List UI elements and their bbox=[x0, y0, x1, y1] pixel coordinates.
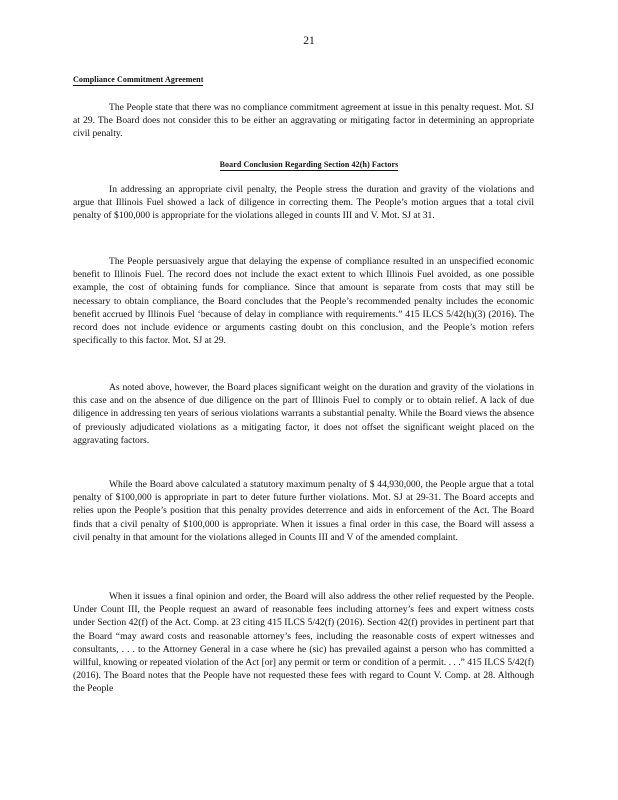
paragraph-compliance-agreement: The People state that there was no compliance commitment agreement at issue in this penalty request. Mot. SJ at 29. The Board does not consider this to be either an aggravating or mitigating factor in determining an appropriate civil penalty. bbox=[73, 102, 534, 140]
section-heading-compliance-commitment-agreement: Compliance Commitment Agreement bbox=[73, 75, 204, 84]
section-heading-board-conclusion-text: Board Conclusion Regarding Section 42(h) Factors bbox=[219, 160, 399, 169]
paragraph-penalty-conclusion: While the Board above calculated a statutory maximum penalty of $ 44,930,000, the People argue that a total penalty of $100,000 is appropriate in part to deter future further violations. Mot. SJ at 29-31. The Board accepts and relies upon the People’s position that this penalty provides deterrence and aids in enforcement of the Act. The Board finds that a civil penalty of $100,000 is appropriate. When it issues a final order in this case, the Board will assess a civil penalty in that amount for the violations alleged in Counts III and V of the amended complaint. bbox=[73, 479, 534, 543]
paragraph-appropriate-penalty: In addressing an appropriate civil penalty, the People stress the duration and gravity of the violations and argue that Illinois Fuel showed a lack of diligence in correcting them. The People’s motion argues that a total civil penalty of $100,000 is appropriate for the violations alleged in counts III and V. Mot. SJ at 31. bbox=[73, 184, 534, 222]
section-heading-board-conclusion bbox=[0, 160, 618, 169]
paragraph-other-relief: When it issues a final opinion and order, the Board will also address the other relief requested by the People. Under Count III, the People request an award of reasonable fees including attorney’s fees and expert witness costs under Section 42(f) of the Act. Comp. at 23 citing 415 ILCS 5/42(f) (2016). Section 42(f) provides in pertinent part that the Board “may award costs and reasonable attorney’s fees, including the reasonable costs of expert witnesses and consultants, . . . to the Attorney General in a case where he (sic) has prevailed against a person who has committed a willful, knowing or repeated violation of the Act [or] any permit or term or condition of a permit. . . .” 415 ILCS 5/42(f) (2016). The Board notes that the People have not requested these fees with regard to Count V. Comp. at 28. Although the People bbox=[73, 591, 534, 695]
paragraph-duration-gravity: As noted above, however, the Board places significant weight on the duration and gravity of the violations in this case and on the absence of due diligence on the part of Illinois Fuel to comply or to obtain relief. A lack of due diligence in addressing ten years of serious violations warrants a substantial penalty. While the Board views the absence of previously adjudicated violations as a mitigating factor, it does not offset the significant weight placed on the aggravating factors. bbox=[73, 382, 534, 446]
paragraph-economic-benefit: The People persuasively argue that delaying the expense of compliance resulted in an unspecified economic benefit to Illinois Fuel. The record does not include the exact extent to which Illinois Fuel avoided, as one possible example, the cost of obtaining funds for compliance. Since that amount is separate from costs that may still be necessary to obtain compliance, the Board concludes that the People’s recommended penalty includes the economic benefit accrued by Illinois Fuel ‘because of delay in compliance with requirements.” 415 ILCS 5/42(h)(3) (2016). The record does not include evidence or arguments casting doubt on this conclusion, and the People’s motion refers specifically to this factor. Mot. SJ at 29. bbox=[73, 256, 534, 347]
page-number: 21 bbox=[303, 35, 315, 47]
